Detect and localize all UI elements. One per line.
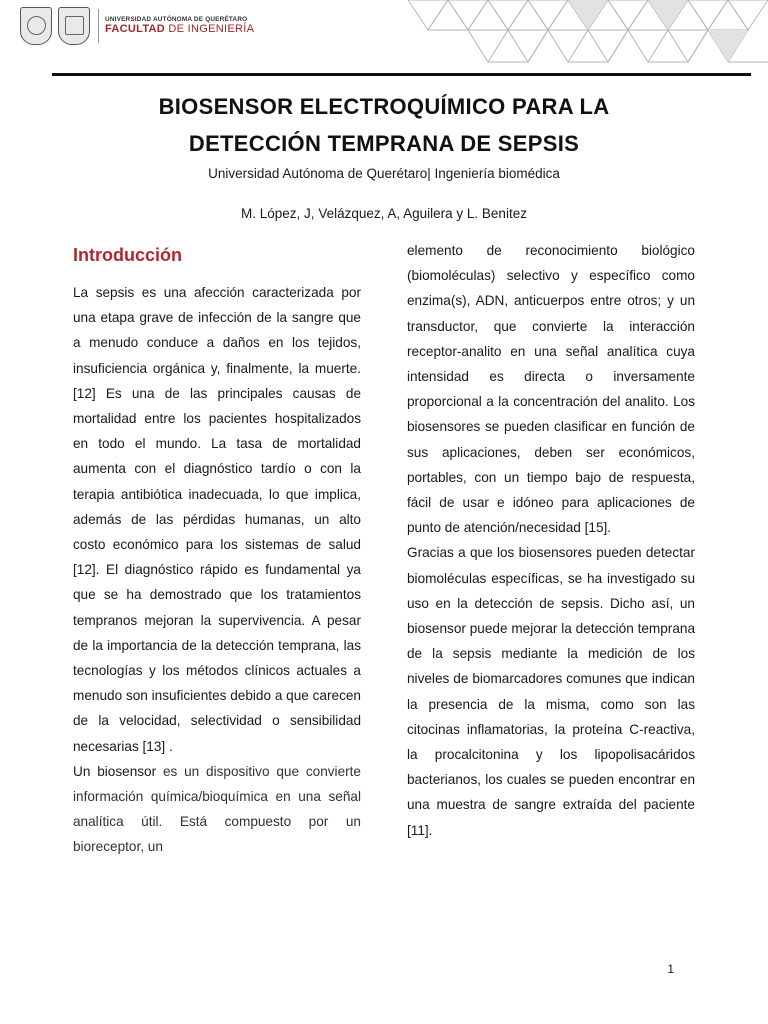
header-logos <box>20 5 254 47</box>
right-column <box>407 238 695 843</box>
left-column <box>73 238 361 860</box>
title-line-2: DETECCIÓN TEMPRANA DE SEPSIS <box>188 131 580 156</box>
page-number: 1 <box>667 962 674 976</box>
logo-divider <box>98 9 99 43</box>
institution-name <box>105 16 254 35</box>
geometric-pattern-icon <box>408 0 768 72</box>
paragraph: elemento de reconocimiento biológico (biomoléculas) selectivo y específico como enzima(s), ADN, anticuerpos entre otros; y un transductor, que convierte la interacción receptor-analito en una señal analítica cuya intensidad es directa o inversamente proporcional a la concentración del analito. Los biosensores se pueden clasificar en función de sus aplicaciones, deben ser económicos, portables, con un tiempo bajo de respuesta, fácil de usar e idóneo para aplicaciones de punto de atención/necesidad [15]. <box>407 243 695 536</box>
paper-title <box>0 88 768 162</box>
paragraph: La sepsis es una afección caracterizada por una etapa grave de infección de la sangre que a menudo conduce a daños en los tejidos, insuficiencia orgánica y, finalmente, la muerte.[12] Es una de las principales causas de mortalidad entre los pacientes hospitalizados en todo el mundo. La tasa de mortalidad aumenta con el diagnóstico tardío o con la terapia antibiótica inadecuada, lo que implica, además de las pérdidas humanas, un alto costo económico para los sistemas de salud [12]. El diagnóstico rápido es fundamental ya que se ha demostrado que los tratamientos tempranos mejoran la supervivencia. A pesar de la importancia de la detección temprana, las tecnologías y los métodos clínicos actuales a menudo son insuficientes debido a que carecen de la velocidad, selectividad o sensibilidad necesarias [13] . <box>73 285 361 754</box>
section-heading: Introducción <box>73 245 182 265</box>
title-line-1: BIOSENSOR ELECTROQUÍMICO PARA LA <box>158 94 610 119</box>
faculty-name: FACULTAD DE INGENIERÍA <box>105 23 255 36</box>
paragraph: Gracias a que los biosensores pueden detectar biomoléculas específicas, se ha investigado su uso en la detección de sepsis. Dicho así, un biosensor puede mejorar la detección temprana de la sepsis mediante la medición de los niveles de biomarcadores comunes que indican la presencia de la misma, como son las citocinas inflamatorias, la proteína C-reactiva, la procalcitonina y los lipopolisacáridos bacterianos, los cuales se pueden encontrar en una muestra de sangre extraída del paciente [11]. <box>407 545 695 838</box>
faculty-crest-icon <box>58 7 90 45</box>
authors: M. López, J, Velázquez, A, Aguilera y L. Benitez <box>241 206 527 221</box>
paragraph: Un biosensor es un dispositivo que convierte información química/bioquímica en una señal analítica útil. Está compuesto por un bioreceptor, un <box>73 763 361 855</box>
university-crest-icon <box>20 7 52 45</box>
affiliation: Universidad Autónoma de Querétaro| Ingeniería biomédica <box>208 166 560 181</box>
header-rule <box>52 73 751 76</box>
university-name: UNIVERSIDAD AUTÓNOMA DE QUERÉTARO <box>105 16 248 24</box>
